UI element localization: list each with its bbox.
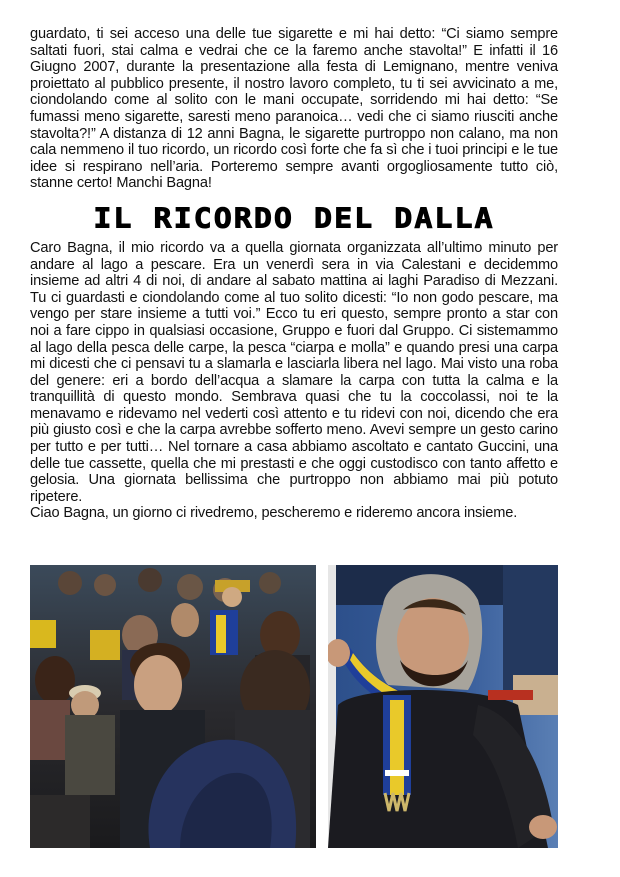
body-paragraph: Caro Bagna, il mio ricordo va a quella giornata organizzata all’ultimo minuto per andare al lago a pescare. Era un venerdì sera in via Calestani e decidemmo insieme ad altri 4 di noi, di andare al sabato mattina ai laghi Paradiso di Mezzani. Tu ci guardasti e ciondolando come al tuo solito dicesti: “Io non godo pescare, ma vengo per stare insieme a tutti voi.” Ecco tu eri questo, sempre pronto a star con noi a fare cippo in qualsiasi occasione, Gruppo e fuori dal Gruppo. Ci sistemammo al lago della pesca delle carpe, la pesca “ciarpa e molla” e quando presi una carpa mi dicesti che ci pensavi tu a slamarla e lasciarla libera nel lago. Mai visto una roba del genere: eri a bordo dell’acqua a slamare la carpa con tutta la calma e la tranquillità di questo mondo. Sembrava quasi che tu la coccolassi, noi te la menavamo e ridevamo nel vederti così attento e tu ridevi con noi, dicendo che era più giusto così e che la carpa avrebbe sofferto meno. Avevi sempre un gesto carino per tutto e per tutti… Nel tornare a casa abbiamo ascoltato e cantato Guccini, una delle tue cassette, quella che mi prestasti e che oggi custodisco con tanto affetto e gelosia. Una giornata bellissima che purtroppo non abbiamo mai più potuto ripetere. xyxy=(30,239,558,505)
fan-scarf-photo-image xyxy=(328,565,558,848)
photo-strip xyxy=(30,565,558,848)
intro-paragraph: guardato, ti sei acceso una delle tue sigarette e mi hai detto: “Ci siamo sempre saltati fuori, stai calma e vedrai che ce la faremo anche stavolta!” E infatti il 16 Giugno 2007, durante la presentazione alla festa di Lemignano, mentre veniva proiettato al pubblico presente, il nostro lavoro completo, tu ti sei avvicinato a me, ciondolando come al solito con le mani occupate, sorridendo mi hai detto: “Se fumassi meno sigarette, saresti meno paranoica… vedi che ci siamo riusciti anche stavolta?!” A distanza di 12 anni Bagna, le sigarette purtroppo non calano, ma non cala nemmeno il tuo ricordo, un ricordo così forte che fa sì che i tuoi principi e le tue idee si respirano nell’aria. Porteremo sempre avanti orgogliosamente tutto ciò, stanne certo! Manchi Bagna! xyxy=(30,26,558,192)
fan-scarf-photo xyxy=(328,565,558,848)
crowd-photo-image xyxy=(30,565,316,848)
section-title: IL RICORDO DEL DALLA xyxy=(93,202,495,235)
article xyxy=(30,26,558,522)
crowd-photo xyxy=(30,565,316,848)
closing-paragraph: Ciao Bagna, un giorno ci rivedremo, pescheremo e rideremo ancora insieme. xyxy=(30,505,518,522)
